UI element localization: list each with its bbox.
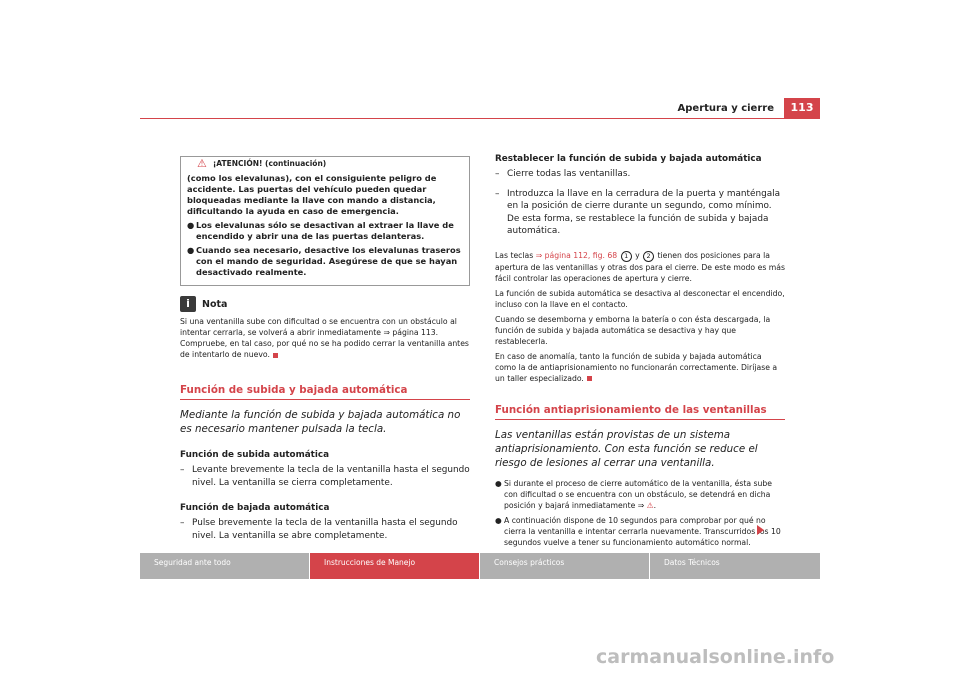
subheading-auto-up: Función de subida automática: [180, 450, 330, 460]
step-auto-down: – Pulse brevemente la tecla de la ventanilla hasta el segundo nivel. La ventanilla se abre completamente.: [180, 518, 458, 541]
step-restore-1: – Cierre todas las ventanillas.: [495, 169, 631, 179]
footer-nav: [140, 553, 820, 579]
footer-tab-operating-instructions[interactable]: Instrucciones de Manejo: [310, 553, 480, 579]
end-of-section-icon: [273, 353, 278, 358]
left-column: [180, 150, 470, 542]
warning-triangle-icon: ⚠: [197, 157, 207, 170]
warning-paragraph: (como los elevalunas), con el consiguiente peligro de accidente. Las puertas del vehículo pueden quedar bloqueadas mediante la llave con mando a distancia, dificultando la ayuda en caso de emergencia.: [187, 173, 437, 216]
section-lead-antipinch: Las ventanillas están provistas de un sistema antiaprisionamiento. Con esta función se reduce el riesgo de lesiones al cerrar una ventanilla.: [495, 428, 758, 469]
page-number: 113: [784, 98, 820, 118]
page-header-title: Apertura y cierre: [677, 103, 774, 114]
paragraph-anomaly: En caso de anomalía, tanto la función de subida y bajada automática como la de antiaprisionamiento no funcionarán correctamente. Diríjase a un taller especializado.: [495, 351, 778, 383]
warning-box: [180, 156, 470, 286]
subheading-restore: Restablecer la función de subida y bajada automática: [495, 154, 762, 164]
warning-bullet-1: ● Los elevalunas sólo se desactivan al extraer la llave de encendido y abrir una de las puertas delanteras.: [187, 220, 454, 241]
end-of-section-icon: [587, 376, 592, 381]
callout-number-1: 1: [621, 251, 632, 262]
paragraph-battery: Cuando se desemborna y emborna la batería o con ésta descargada, la función de subida y bajada automática se desactiva y hay que restablecerla.: [495, 314, 771, 346]
bullet-icon: ●: [495, 515, 502, 525]
warning-bullet-2: ● Cuando sea necesario, desactive los elevalunas traseros con el mando de seguridad. Asegúrese de que se hayan desactivado realmente.: [187, 245, 461, 277]
note-heading: i Nota: [180, 296, 470, 312]
section-title-auto: Función de subida y bajada automática: [180, 384, 470, 400]
warning-heading: [187, 157, 463, 169]
step-auto-up: – Levante brevemente la tecla de la ventanilla hasta el segundo nivel. La ventanilla se cierra completamente.: [180, 465, 470, 488]
callout-number-2: 2: [643, 251, 654, 262]
note-icon: i: [180, 296, 196, 312]
section-title-antipinch: Función antiaprisionamiento de las ventanillas: [495, 404, 785, 420]
footer-tab-practical-tips[interactable]: Consejos prácticos: [480, 553, 650, 579]
antipinch-bullet-1: ● Si durante el proceso de cierre automático de la ventanilla, ésta sube con dificultad o se encuentra con un obstáculo, se detendrá en dicha posición y bajará inmediatamente ⇒ ⚠.: [495, 478, 772, 510]
next-page-arrow-icon[interactable]: [757, 525, 764, 535]
right-column: [495, 150, 785, 548]
subheading-auto-down: Función de bajada automática: [180, 503, 330, 513]
antipinch-bullet-2: ● A continuación dispone de 10 segundos para comprobar por qué no cierra la ventanilla e intentar cerrarla nuevamente. Transcurridos los 10 segundos vuelve a tener su funcionamiento automático normal.: [495, 515, 781, 547]
paragraph-ignition: La función de subida automática se desactiva al desconectar el encendido, incluso con la llave en el contacto.: [495, 288, 785, 309]
watermark: carmanualsonline.info: [596, 646, 835, 668]
warning-triangle-icon: ⚠: [646, 500, 654, 510]
section-lead-auto: Mediante la función de subida y bajada automática no es necesario mantener pulsada la tecla.: [180, 409, 461, 435]
step-restore-2: – Introduzca la llave en la cerradura de la puerta y manténgala en la posición de cierre durante un segundo, como mínimo. De esta forma, se restablece la función de subida y bajada automática.: [495, 188, 781, 236]
header-rule: [140, 118, 820, 119]
note-text: Si una ventanilla sube con dificultad o se encuentra con un obstáculo al intentar cerrarla, se volverá a abrir inmediatamente ⇒ página 113. Compruebe, en tal caso, por qué no se ha podido cerrar la ventanilla antes de intentarlo de nuevo.: [180, 317, 469, 359]
footer-tab-technical-data[interactable]: Datos Técnicos: [650, 553, 820, 579]
bullet-icon: ●: [495, 478, 502, 488]
page-reference-link[interactable]: ⇒ página 112, fig. 68: [535, 250, 618, 260]
paragraph-keys: Las teclas ⇒ página 112, fig. 68 1 y 2 tienen dos posiciones para la apertura de las ventanillas y otras dos para el cierre. De este modo es más fácil controlar las operaciones de apertura y cierre.: [495, 250, 785, 283]
footer-tab-safety[interactable]: Seguridad ante todo: [140, 553, 310, 579]
bullet-icon: ●: [187, 245, 195, 255]
warning-heading-text: ¡ATENCIÓN! (continuación): [212, 159, 327, 168]
bullet-icon: ●: [187, 220, 195, 230]
